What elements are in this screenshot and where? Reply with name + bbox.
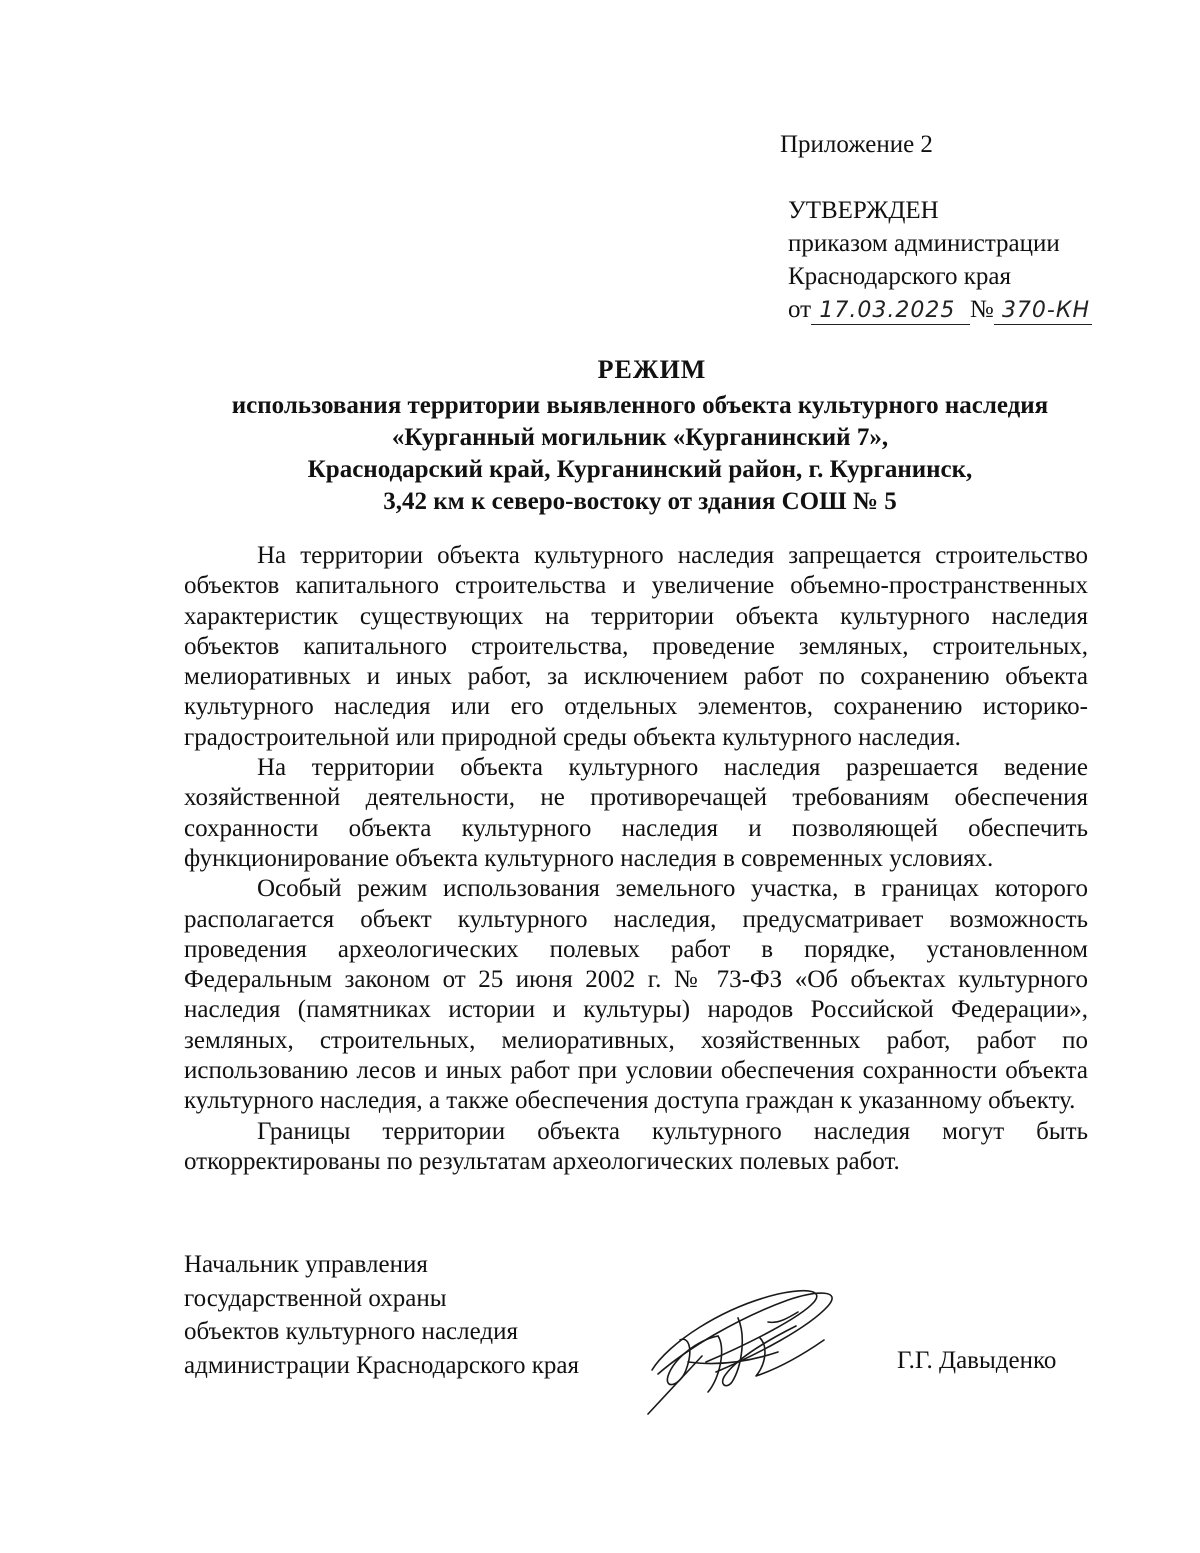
document-body bbox=[184, 541, 1088, 1177]
document-title bbox=[130, 354, 1150, 518]
position-line: администрации Краснодарского края bbox=[184, 1351, 580, 1379]
title-line: «Курганный могильник «Курганинский 7», bbox=[391, 424, 889, 451]
position-line: государственной охраны bbox=[184, 1284, 447, 1312]
number-field bbox=[994, 297, 1092, 325]
approval-line: Краснодарского края bbox=[788, 263, 1011, 290]
position-line: Начальник управления bbox=[184, 1251, 428, 1278]
title-line: 3,42 км к северо-востоку от здания СОШ № 5 bbox=[383, 488, 897, 515]
date-value: 17.03.2025 bbox=[819, 298, 956, 323]
position-line: объектов культурного наследия bbox=[184, 1318, 518, 1345]
appendix-label: Приложение 2 bbox=[780, 131, 933, 158]
approval-date-line bbox=[788, 293, 1092, 326]
handwritten-signature bbox=[628, 1278, 858, 1418]
approval-line: приказом администрации bbox=[788, 230, 1060, 257]
approval-block bbox=[788, 194, 1092, 326]
signer-name: Г.Г. Давыденко bbox=[897, 1347, 1057, 1374]
body-paragraph: На территории объекта культурного наследия разрешается ведение хозяйственной деятельности, не противоречащей требованиям обеспечения сохранности объекта культурного наследия и позволяющей обеспечить функционирование объекта культурного наследия в современных условиях. bbox=[184, 754, 1088, 872]
body-paragraph: На территории объекта культурного наследия запрещается строительство объектов капитального строительства и увеличение объемно-пространственных характеристик существующих на территории объекта культурного наследия объектов капитального строительства, проведение земляных, строительных, мелиоративных и иных работ, за исключением работ по сохранению объекта культурного наследия или его отдельных элементов, сохранению историко-градостроительной или природной среды объекта культурного наследия. bbox=[184, 542, 1088, 751]
approval-line: УТВЕРЖДЕН bbox=[788, 197, 939, 224]
title-main: РЕЖИМ bbox=[597, 355, 707, 384]
body-paragraph: Особый режим использования земельного участка, в границах которого располагается объект культурного наследия, предусматривает возможность проведения археологических полевых работ в порядке, установленном Федеральным законом от 25 июня 2002 г. № 73-ФЗ «Об объектах культурного наследия (памятниках истории и культуры) народов Российской Федерации», земляных, строительных, мелиоративных, хозяйственных работ, работ по использованию лесов и иных работ при условии обеспечения сохранности объекта культурного наследия, а также обеспечения доступа граждан к указанному объекту. bbox=[184, 875, 1088, 1115]
date-prefix: от bbox=[788, 296, 812, 323]
title-line: использования территории выявленного объекта культурного наследия bbox=[231, 392, 1049, 419]
number-prefix: № bbox=[969, 296, 994, 323]
body-paragraph: Границы территории объекта культурного наследия могут быть откорректированы по результатам археологических полевых работ. bbox=[184, 1117, 1088, 1175]
signer-position bbox=[184, 1248, 579, 1382]
number-value: 370-КН bbox=[1001, 298, 1091, 323]
date-field bbox=[811, 297, 970, 325]
title-line: Краснодарский край, Курганинский район, г. Курганинск, bbox=[307, 456, 973, 483]
